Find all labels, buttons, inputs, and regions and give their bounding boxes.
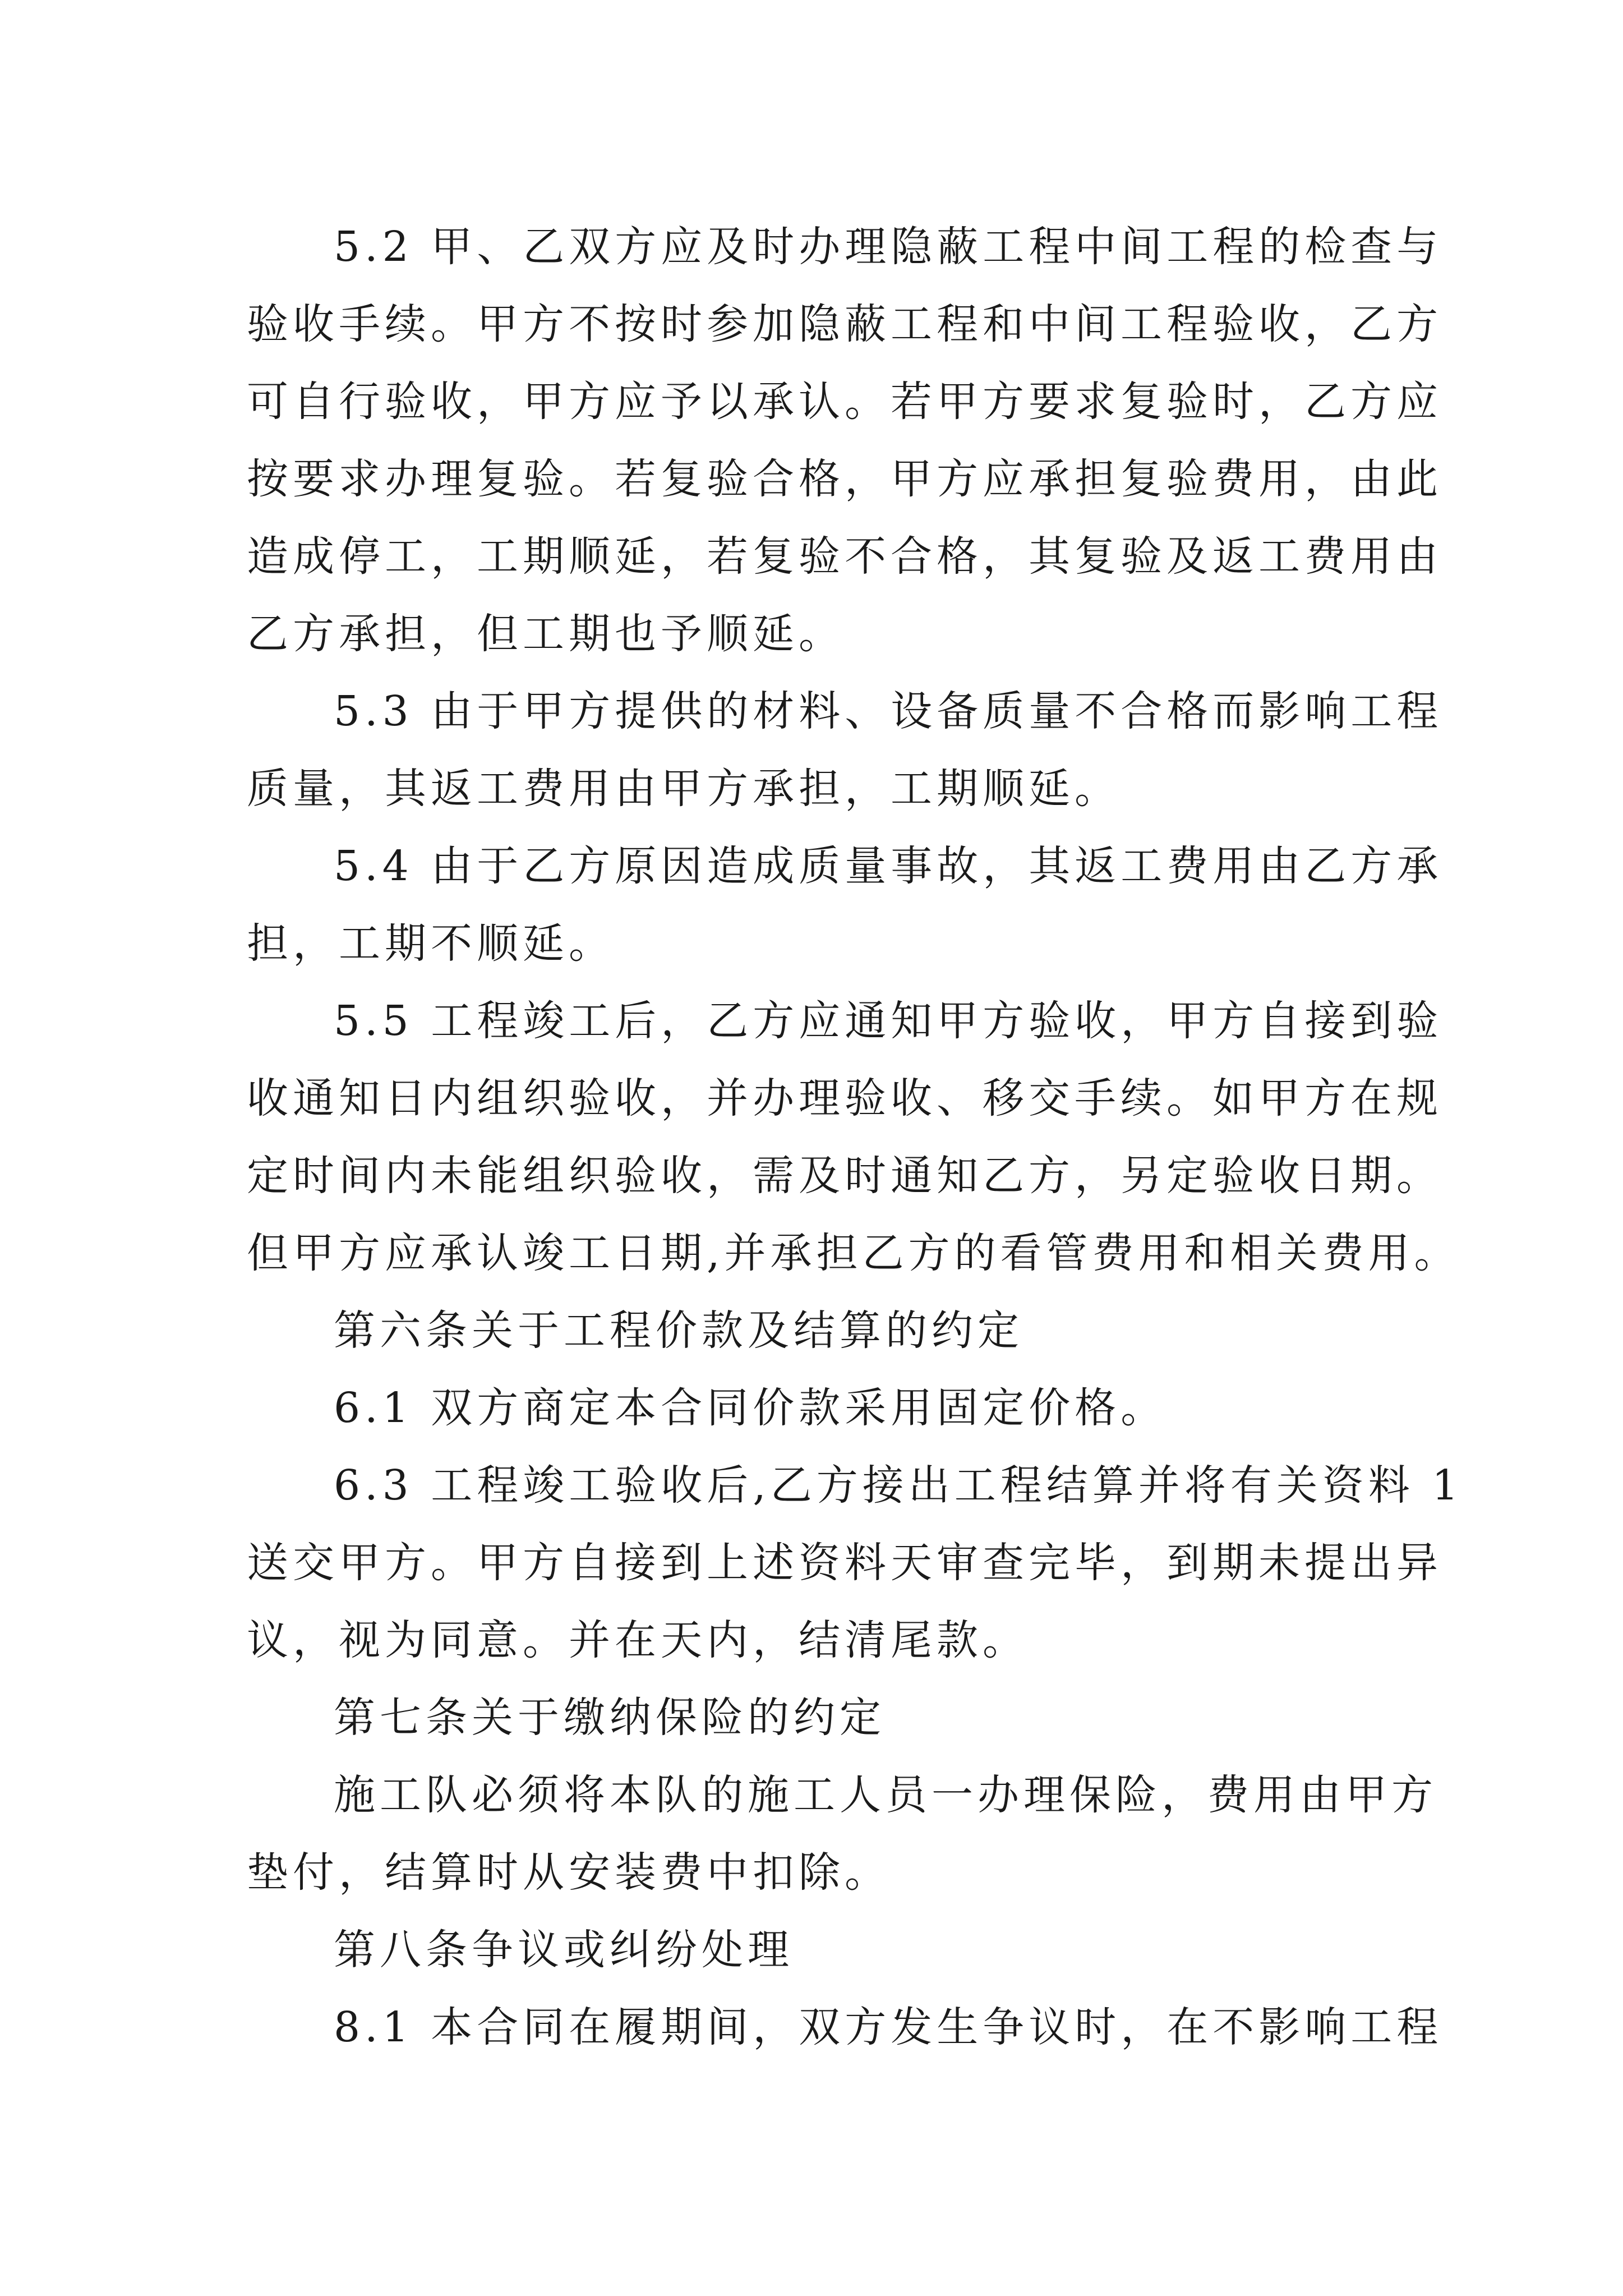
text-line: 议，视为同意。并在天内，结清尾款。 (247, 1616, 1029, 1664)
text-line: 按要求办理复验。若复验合格，甲方应承担复验费用，由此 (247, 455, 1442, 503)
text-line: 5.5 工程竣工后，乙方应通知甲方验收，甲方自接到验 (334, 997, 1443, 1045)
text-line: 施工队必须将本队的施工人员一办理保险，费用由甲方 (334, 1771, 1437, 1819)
text-line: 垫付，结算时从安装费中扣除。 (247, 1848, 891, 1897)
text-line: 送交甲方。甲方自接到上述资料天审查完毕，到期未提出异 (247, 1539, 1442, 1587)
text-line: 5.4 由于乙方原因造成质量事故，其返工费用由乙方承 (334, 842, 1443, 890)
text-line: 但甲方应承认竣工日期,并承担乙方的看管费用和相关费用。 (247, 1229, 1460, 1277)
text-line: 8.1 本合同在履期间，双方发生争议时，在不影响工程 (334, 2003, 1443, 2051)
text-line: 可自行验收，甲方应予以承认。若甲方要求复验时，乙方应 (247, 378, 1442, 426)
text-line: 乙方承担，但工期也予顺延。 (247, 610, 845, 658)
text-line: 6.1 双方商定本合同价款采用固定价格。 (334, 1384, 1167, 1432)
text-line: 质量，其返工费用由甲方承担，工期顺延。 (247, 765, 1121, 813)
text-line: 5.2 甲、乙双方应及时办理隐蔽工程中间工程的检查与 (334, 223, 1443, 271)
text-line: 担，工期不顺延。 (247, 919, 615, 968)
text-line: 验收手续。甲方不按时参加隐蔽工程和中间工程验收，乙方 (247, 300, 1442, 348)
text-line: 定时间内未能组织验收，需及时通知乙方，另定验收日期。 (247, 1152, 1442, 1200)
text-line: 5.3 由于甲方提供的材料、设备质量不合格而影响工程 (334, 687, 1443, 735)
text-line: 造成停工，工期顺延，若复验不合格，其复验及返工费用由 (247, 532, 1442, 581)
section-heading: 第八条争议或纠纷处理 (334, 1926, 794, 1974)
text-line: 收通知日内组织验收，并办理验收、移交手续。如甲方在规 (247, 1074, 1442, 1122)
section-heading: 第七条关于缴纳保险的约定 (334, 1694, 886, 1742)
text-line: 6.3 工程竣工验收后,乙方接出工程结算并将有关资料 1 (334, 1461, 1463, 1510)
section-heading: 第六条关于工程价款及结算的约定 (334, 1306, 1023, 1355)
